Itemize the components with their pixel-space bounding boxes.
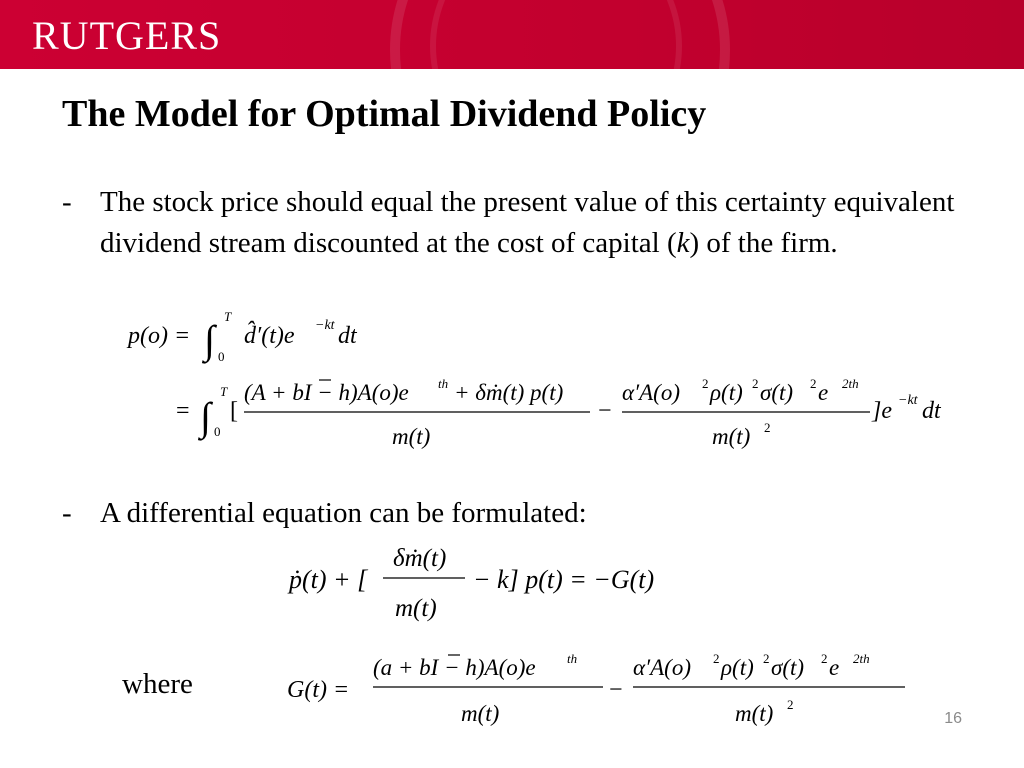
equation-differential [285,538,705,628]
svg-text:m(t): m(t) [461,701,500,726]
bullet-dash: - [62,497,72,529]
svg-text:0: 0 [214,424,221,439]
svg-text:th: th [438,376,449,391]
slide-title: The Model for Optimal Dividend Policy [62,93,707,135]
svg-text:m(t): m(t) [735,701,774,726]
svg-text:2: 2 [702,376,709,391]
svg-text:α′A(o): α′A(o) [622,380,680,405]
svg-text:e: e [829,655,840,680]
svg-text:(A + bI − h)A(o)e: (A + bI − h)A(o)e [244,380,409,405]
svg-text:ρ(t): ρ(t) [710,380,743,405]
svg-text:]e: ]e [872,398,892,424]
svg-text:2: 2 [713,651,720,666]
equation-price-expanded [170,372,970,452]
svg-text:dt: dt [922,398,941,424]
svg-text:2: 2 [763,651,770,666]
svg-text:∫: ∫ [200,394,211,439]
svg-text:δṁ(t): δṁ(t) [393,545,447,572]
seal-watermark-inner [430,0,682,69]
svg-text:0: 0 [218,349,225,364]
svg-text:−: − [598,398,612,424]
svg-text:2: 2 [752,376,759,391]
svg-text:m(t): m(t) [392,424,431,449]
header-banner [0,0,1024,69]
svg-text:p(o) =: p(o) = [128,323,191,349]
svg-text:(a + bI − h)A(o)e: (a + bI − h)A(o)e [373,655,536,680]
svg-text:2: 2 [764,420,771,435]
bullet-2-text: A differential equation can be formulated: [100,497,587,529]
svg-text:ρ(t): ρ(t) [721,655,754,680]
svg-text:dt: dt [338,323,357,349]
where-label: where [122,668,193,700]
svg-text:− k] p(t) = −G(t): − k] p(t) = −G(t) [473,565,655,594]
svg-text:[: [ [230,398,238,424]
svg-text:−: − [609,677,623,703]
bullet-2 [62,493,972,534]
svg-text:T: T [224,309,232,324]
bullet-dash: - [62,186,72,218]
svg-text:G(t) =: G(t) = [287,677,350,703]
svg-text:2: 2 [810,376,817,391]
page-number: 16 [944,710,962,727]
svg-text:σ(t): σ(t) [771,655,805,680]
svg-text:d̂′(t)e: d̂′(t)e [244,323,295,349]
svg-text:th: th [567,651,578,666]
svg-text:m(t): m(t) [712,424,751,449]
equation-price-integral [120,305,420,365]
rutgers-logo: RUTGERS [32,13,222,58]
svg-text:2: 2 [787,697,794,712]
bullet-1 [62,182,972,264]
svg-text:−kt: −kt [898,393,918,408]
svg-text:+ δṁ(t) p(t): + δṁ(t) p(t) [454,380,564,405]
svg-text:T: T [220,384,228,399]
svg-text:σ(t): σ(t) [760,380,794,405]
svg-text:e: e [818,380,829,405]
equation-G-definition [285,645,925,735]
svg-text:−kt: −kt [315,318,335,333]
svg-text:2: 2 [821,651,828,666]
svg-text:m(t): m(t) [395,595,437,622]
svg-text:=: = [176,398,190,424]
svg-text:α′A(o): α′A(o) [633,655,691,680]
bullet-1-text: The stock price should equal the present value of this certainty equivalent dividend stream discounted at the cost of capital (k) of the firm. [100,186,955,259]
svg-text:ṗ(t) + [: ṗ(t) + [ [289,565,368,594]
svg-text:2th: 2th [842,376,859,391]
svg-text:∫: ∫ [204,317,215,362]
svg-text:2th: 2th [853,651,870,666]
